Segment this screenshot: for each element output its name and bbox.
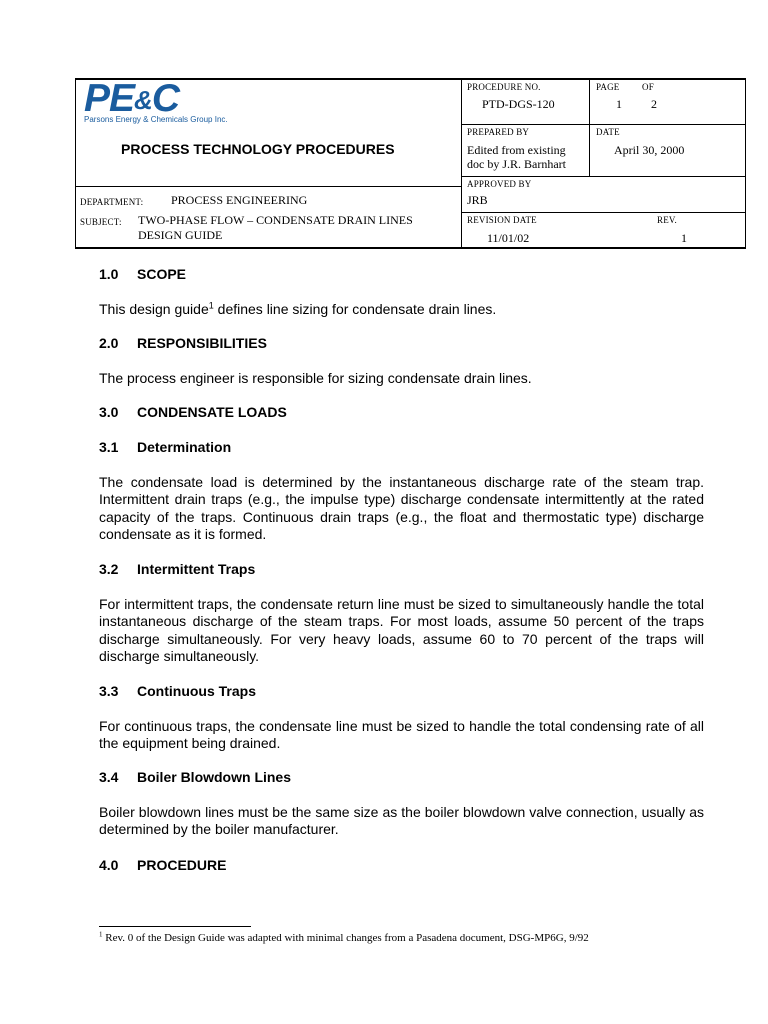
of-label: OF [642, 82, 654, 92]
subject-label: SUBJECT: [80, 217, 122, 227]
date-label: DATE [596, 127, 620, 137]
continuous-traps-paragraph: For continuous traps, the condensate line must be sized to handle the total condensing rate of all the equipment being drained. [99, 718, 704, 752]
revision-date-value: 11/01/02 [487, 231, 530, 245]
department-label: DEPARTMENT: [80, 197, 144, 207]
header-divider-page [589, 80, 590, 124]
page-total: 2 [651, 97, 657, 111]
header-divider-date [589, 124, 590, 176]
footnote-separator [99, 926, 251, 927]
subsection-heading-determination: 3.1 Determination [99, 439, 232, 455]
rev-value: 1 [681, 231, 687, 245]
boiler-blowdown-paragraph: Boiler blowdown lines must be the same size as the boiler blowdown valve connection, usually as determined by the boiler manufacturer. [99, 804, 704, 838]
prepared-by-line-2: doc by J.R. Barnhart [467, 157, 566, 171]
section-heading-procedure: 4.0 PROCEDURE [99, 857, 227, 873]
company-name: Parsons Energy & Chemicals Group Inc. [84, 115, 228, 124]
scope-paragraph: This design guide$^1$ defines line sizing for condensate drain lines. [99, 300, 497, 317]
department-value: PROCESS ENGINEERING [171, 193, 308, 207]
procedure-no-value: PTD-DGS-120 [482, 97, 555, 111]
page-number: 1 [616, 97, 622, 111]
header-rule-2 [461, 176, 745, 177]
section-heading-scope: 1.0 SCOPE [99, 266, 187, 282]
rev-label: REV. [657, 215, 677, 225]
prepared-by-line-1: Edited from existing [467, 143, 566, 157]
determination-paragraph: The condensate load is determined by the instantaneous discharge rate of the steam trap. Intermittent drain traps (e.g., the impulse type) discharge condensate intermittently at the rated capacity of the traps. Continuous drain traps (e.g., the float and thermostatic type) discharge condensate as it is formed. [99, 474, 704, 543]
approved-by-label: APPROVED BY [467, 179, 532, 189]
footnote-marker: 1 [99, 930, 103, 939]
header-divider-vertical [461, 80, 462, 247]
responsibilities-paragraph: The process engineer is responsible for sizing condensate drain lines. [99, 370, 532, 386]
header-rule-3 [461, 212, 745, 213]
footnote-text: Rev. 0 of the Design Guide was adapted with minimal changes from a Pasadena document, DSG-MP6G, 9/92 [102, 932, 589, 944]
prepared-by-label: PREPARED BY [467, 127, 530, 137]
intermittent-traps-paragraph: For intermittent traps, the condensate return line must be sized to simultaneously handle the total instantaneous discharge of the steam traps. For most loads, assume 50 percent of the traps discharge simultaneously. For very heavy loads, assume 60 to 70 percent of the traps will discharge simultaneously. [99, 596, 704, 665]
header-rule-1 [461, 124, 745, 125]
section-heading-responsibilities: 2.0 RESPONSIBILITIES [99, 335, 267, 351]
subsection-heading-continuous-traps: 3.3 Continuous Traps [99, 683, 256, 699]
date-value: April 30, 2000 [614, 143, 685, 157]
procedures-title: PROCESS TECHNOLOGY PROCEDURES [121, 141, 395, 157]
footnote [99, 932, 589, 944]
subject-line-1: TWO-PHASE FLOW – CONDENSATE DRAIN LINES [138, 213, 413, 227]
document-header-table [75, 78, 746, 249]
section-heading-condensate-loads: 3.0 CONDENSATE LOADS [99, 404, 287, 420]
revision-date-label: REVISION DATE [467, 215, 537, 225]
subsection-heading-intermittent-traps: 3.2 Intermittent Traps [99, 561, 256, 577]
approved-by-value: JRB [467, 193, 488, 207]
footnote-reference: 1 [208, 300, 214, 311]
subsection-heading-boiler-blowdown: 3.4 Boiler Blowdown Lines [99, 769, 292, 785]
company-logo: PE&C [84, 77, 179, 120]
page-label: PAGE [596, 82, 620, 92]
procedure-no-label: PROCEDURE NO. [467, 82, 541, 92]
subject-line-2: DESIGN GUIDE [138, 228, 223, 242]
header-rule-left [76, 186, 461, 187]
